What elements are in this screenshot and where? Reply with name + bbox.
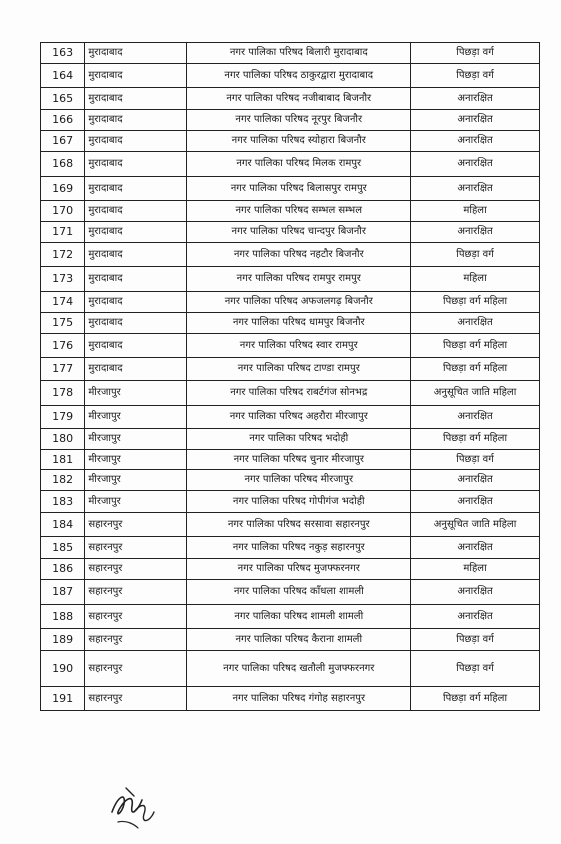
row-number-cell [41,559,85,580]
row-number-cell [41,43,85,64]
division-name: सहारनपुर [88,692,123,704]
row-number-cell [41,513,85,537]
municipal-body-name: नगर पालिका परिषद नूरपुर बिजनौर [235,114,363,125]
municipal-body-name: नगर पालिका परिषद नकुड़ सहारनपुर [232,541,365,553]
reservation-category: अनारक्षित [457,411,493,422]
reservation-category: अनुसूचित जाति महिला [433,387,517,398]
municipal-body-name-cell [187,243,411,267]
municipal-body-name-cell [187,537,411,559]
municipal-body-name-cell [187,88,411,110]
division-name-cell [85,381,187,406]
municipal-body-name: नगर पालिका परिषद चुनार मीरजापुर [233,453,364,465]
division-name: मुरादाबाद [88,205,123,216]
row-number-cell [41,450,85,470]
row-number-cell [41,605,85,629]
division-name-cell [85,222,187,243]
reservation-category-cell [411,687,540,711]
division-name-cell [85,605,187,629]
division-name: मुरादाबाद [88,69,123,81]
row-number: 169 [52,181,74,195]
table-row [41,64,540,88]
row-number: 184 [52,517,74,531]
table-row [41,537,540,559]
row-number: 173 [52,272,74,285]
row-number-cell [41,334,85,358]
division-name-cell [85,313,187,334]
reservation-category: पिछड़ा वर्ग [456,69,494,81]
division-name: मुरादाबाद [88,47,123,58]
row-number-cell [41,222,85,243]
reservation-category: अनारक्षित [457,541,493,553]
row-number: 191 [52,691,74,705]
table-row [41,470,540,491]
municipal-body-name-cell [187,513,411,537]
municipal-body-name-cell [187,131,411,152]
reservation-category: पिछड़ा वर्ग महिला [443,296,508,307]
row-number: 181 [52,452,74,466]
table-row [41,687,540,711]
table-row [41,651,540,687]
division-name-cell [85,537,187,559]
municipal-body-name-cell [187,381,411,406]
reservation-category-cell [411,605,540,629]
municipal-body-name: नगर पालिका परिषद टाण्डा रामपुर [237,363,360,374]
municipal-body-name-cell [187,559,411,580]
division-name-cell [85,88,187,110]
division-name: मुरादाबाद [88,135,123,146]
reservation-category: अनुसूचित जाति महिला [433,518,517,530]
division-name-cell [85,131,187,152]
municipal-body-name: नगर पालिका परिषद धामपुर बिजनौर [232,317,365,328]
reservation-category-cell [411,131,540,152]
row-number-cell [41,491,85,513]
division-name-cell [85,43,187,64]
municipal-body-name-cell [187,406,411,429]
row-number-cell [41,292,85,313]
reservation-category-cell [411,88,540,110]
row-number: 180 [52,432,74,445]
row-number-cell [41,201,85,222]
row-number: 179 [52,410,74,423]
reservation-category-cell [411,470,540,491]
row-number-cell [41,267,85,292]
reservation-category: पिछड़ा वर्ग [456,453,494,465]
division-name-cell [85,491,187,513]
division-name: मुरादाबाद [88,114,123,125]
division-name: मीरजापुर [88,387,121,398]
division-name-cell [85,651,187,687]
reservation-category-cell [411,513,540,537]
reservation-category-cell [411,201,540,222]
reservation-category: अनारक्षित [457,158,493,169]
reservation-category: पिछड़ा वर्ग महिला [443,433,508,444]
table-row [41,43,540,64]
division-name: मीरजापुर [88,474,121,485]
division-name: सहारनपुर [88,633,123,645]
row-number: 188 [52,609,74,623]
signature-mark [104,782,164,830]
reservation-category: अनारक्षित [457,114,493,125]
municipal-body-name: नगर पालिका परिषद रामपुर रामपुर [236,273,361,284]
municipal-body-name: नगर पालिका परिषद नहटौर बिजनौर [233,248,364,260]
row-number: 164 [52,68,74,82]
reservation-table [40,42,540,711]
division-name: मुरादाबाद [88,158,123,169]
reservation-category: महिला [463,273,487,284]
reservation-category-cell [411,313,540,334]
division-name-cell [85,513,187,537]
division-name: मीरजापुर [88,433,121,444]
reservation-category: अनारक्षित [457,135,493,146]
reservation-category-cell [411,64,540,88]
reservation-category-cell [411,43,540,64]
row-number: 172 [52,247,74,261]
row-number-cell [41,243,85,267]
reservation-category: पिछड़ा वर्ग [456,633,494,645]
municipal-body-name: नगर पालिका परिषद गोपीगंज भदोही [232,495,365,507]
municipal-body-name-cell [187,450,411,470]
reservation-category-cell [411,358,540,381]
row-number-cell [41,429,85,450]
division-name-cell [85,470,187,491]
municipal-body-name-cell [187,201,411,222]
row-number: 163 [52,46,74,59]
municipal-body-name: नगर पालिका परिषद शामली शामली [234,610,364,622]
table-row [41,491,540,513]
reservation-category-cell [411,429,540,450]
reservation-category: पिछड़ा वर्ग [456,47,494,58]
reservation-category: अनारक्षित [457,586,493,597]
reservation-category: अनारक्षित [457,610,493,622]
reservation-category-cell [411,267,540,292]
division-name-cell [85,406,187,429]
reservation-category: अनारक्षित [457,92,493,104]
reservation-category: महिला [463,563,487,574]
row-number: 166 [52,113,74,126]
municipal-body-name-cell [187,177,411,201]
reservation-category: अनारक्षित [457,317,493,328]
row-number-cell [41,629,85,651]
municipal-body-name-cell [187,491,411,513]
division-name-cell [85,152,187,177]
municipal-body-name: नगर पालिका परिषद मुजफ्फरनगर [237,563,360,574]
division-name-cell [85,580,187,605]
row-number-cell [41,687,85,711]
table-row [41,406,540,429]
municipal-body-name: नगर पालिका परिषद भदोही [249,433,349,444]
division-name: मीरजापुर [88,411,121,422]
division-name-cell [85,559,187,580]
division-name: मुरादाबाद [88,296,123,307]
row-number: 175 [52,316,74,329]
municipal-body-name: नगर पालिका परिषद खतौली मुजफ्फरनगर [223,662,375,674]
reservation-category-cell [411,334,540,358]
division-name-cell [85,64,187,88]
table-row [41,88,540,110]
row-number: 165 [52,91,74,105]
municipal-body-name-cell [187,152,411,177]
reservation-category-cell [411,629,540,651]
reservation-category-cell [411,381,540,406]
table-row [41,292,540,313]
row-number-cell [41,110,85,131]
municipal-body-name: नगर पालिका परिषद चान्दपुर बिजनौर [231,226,366,237]
row-number-cell [41,406,85,429]
division-name: मुरादाबाद [88,339,123,351]
reservation-category-cell [411,559,540,580]
row-number-cell [41,88,85,110]
table-row [41,152,540,177]
reservation-category: पिछड़ा वर्ग महिला [443,363,508,374]
municipal-body-name: नगर पालिका परिषद स्योहारा बिजनौर [231,135,366,146]
reservation-category-cell [411,152,540,177]
reservation-table-body [41,43,540,711]
reservation-category-cell [411,222,540,243]
row-number-cell [41,131,85,152]
reservation-category-cell [411,406,540,429]
reservation-category: पिछड़ा वर्ग महिला [443,339,508,351]
row-number: 176 [52,338,74,352]
row-number-cell [41,177,85,201]
division-name-cell [85,334,187,358]
row-number: 185 [52,540,74,554]
municipal-body-name: नगर पालिका परिषद नजीबाबाद बिजनौर [226,92,372,104]
division-name: मुरादाबाद [88,226,123,237]
municipal-body-name-cell [187,267,411,292]
municipal-body-name-cell [187,629,411,651]
reservation-category-cell [411,450,540,470]
reservation-category-cell [411,110,540,131]
table-row [41,334,540,358]
municipal-body-name: नगर पालिका परिषद बिलारी मुरादाबाद [229,47,368,58]
reservation-category-cell [411,537,540,559]
row-number-cell [41,651,85,687]
table-row [41,605,540,629]
table-row [41,131,540,152]
reservation-category-cell [411,651,540,687]
division-name: मुरादाबाद [88,273,123,284]
division-name: मीरजापुर [88,453,121,465]
row-number-cell [41,313,85,334]
division-name-cell [85,201,187,222]
municipal-body-name: नगर पालिका परिषद कैराना शामली [235,633,363,645]
municipal-body-name-cell [187,334,411,358]
table-row [41,381,540,406]
reservation-category-cell [411,580,540,605]
table-row [41,313,540,334]
municipal-body-name-cell [187,358,411,381]
reservation-category-cell [411,292,540,313]
municipal-body-name-cell [187,222,411,243]
division-name: मुरादाबाद [88,182,123,194]
division-name-cell [85,629,187,651]
table-row [41,267,540,292]
table-row [41,559,540,580]
division-name: मुरादाबाद [88,317,123,328]
division-name: मुरादाबाद [88,363,123,374]
row-number: 178 [52,386,74,399]
reservation-category: पिछड़ा वर्ग [456,248,494,260]
table-row [41,580,540,605]
division-name: सहारनपुर [88,662,123,674]
table-row [41,243,540,267]
table-row [41,450,540,470]
row-number-cell [41,470,85,491]
table-row [41,429,540,450]
municipal-body-name-cell [187,292,411,313]
municipal-body-name: नगर पालिका परिषद सम्भल सम्भल [235,205,362,216]
municipal-body-name-cell [187,110,411,131]
division-name: सहारनपुर [88,610,123,622]
row-number-cell [41,152,85,177]
row-number: 171 [52,225,74,238]
division-name-cell [85,243,187,267]
row-number: 174 [52,295,74,308]
division-name: सहारनपुर [88,563,123,574]
division-name-cell [85,450,187,470]
row-number-cell [41,358,85,381]
row-number: 177 [52,362,74,375]
municipal-body-name-cell [187,651,411,687]
municipal-body-name-cell [187,429,411,450]
row-number: 167 [52,134,74,147]
division-name-cell [85,687,187,711]
municipal-body-name-cell [187,313,411,334]
reservation-category: महिला [463,205,487,216]
table-row [41,222,540,243]
municipal-body-name-cell [187,470,411,491]
row-number: 189 [52,632,74,646]
division-name: सहारनपुर [88,586,123,597]
reservation-category: अनारक्षित [457,474,493,485]
municipal-body-name: नगर पालिका परिषद गंगोह सहारनपुर [232,692,366,704]
row-number: 190 [52,661,74,675]
reservation-category-cell [411,243,540,267]
table-row [41,177,540,201]
reservation-category: पिछड़ा वर्ग महिला [443,692,508,704]
row-number: 168 [52,157,74,170]
table-row [41,110,540,131]
division-name: सहारनपुर [88,518,123,530]
row-number: 182 [52,473,74,486]
division-name-cell [85,267,187,292]
row-number: 183 [52,494,74,508]
reservation-category-cell [411,177,540,201]
division-name-cell [85,292,187,313]
division-name: सहारनपुर [88,541,123,553]
table-row [41,358,540,381]
municipal-body-name-cell [187,580,411,605]
table-row [41,513,540,537]
row-number: 186 [52,562,74,575]
reservation-category: अनारक्षित [457,182,493,194]
division-name-cell [85,110,187,131]
municipal-body-name-cell [187,64,411,88]
division-name: मुरादाबाद [88,92,123,104]
reservation-category: पिछड़ा वर्ग [456,662,494,674]
row-number-cell [41,64,85,88]
row-number: 187 [52,585,74,598]
municipal-body-name-cell [187,43,411,64]
division-name: मुरादाबाद [88,248,123,260]
division-name-cell [85,429,187,450]
municipal-body-name: नगर पालिका परिषद मीरजापुर [244,474,354,485]
reservation-category: अनारक्षित [457,226,493,237]
municipal-body-name: नगर पालिका परिषद मिलक रामपुर [236,158,362,169]
municipal-body-name-cell [187,605,411,629]
row-number: 170 [52,204,74,217]
municipal-body-name: नगर पालिका परिषद बिलासपुर रामपुर [230,182,367,194]
municipal-body-name: नगर पालिका परिषद ठाकुरद्वारा मुरादाबाद [224,69,374,81]
municipal-body-name: नगर पालिका परिषद सरसावा सहारनपुर [227,518,370,530]
municipal-body-name: नगर पालिका परिषद स्वार रामपुर [239,339,358,351]
row-number-cell [41,381,85,406]
municipal-body-name: नगर पालिका परिषद राबर्टगंज सोनभद्र [230,387,368,398]
table-row [41,201,540,222]
municipal-body-name: नगर पालिका परिषद काँधला शामली [233,586,364,597]
reservation-category-cell [411,491,540,513]
municipal-body-name: नगर पालिका परिषद अफजलगढ़ बिजनौर [224,296,373,307]
division-name-cell [85,177,187,201]
municipal-body-name: नगर पालिका परिषद अहरौरा मीरजापुर [229,411,368,422]
division-name-cell [85,358,187,381]
row-number-cell [41,580,85,605]
row-number-cell [41,537,85,559]
division-name: मीरजापुर [88,495,121,507]
reservation-category: अनारक्षित [457,495,493,507]
table-row [41,629,540,651]
municipal-body-name-cell [187,687,411,711]
